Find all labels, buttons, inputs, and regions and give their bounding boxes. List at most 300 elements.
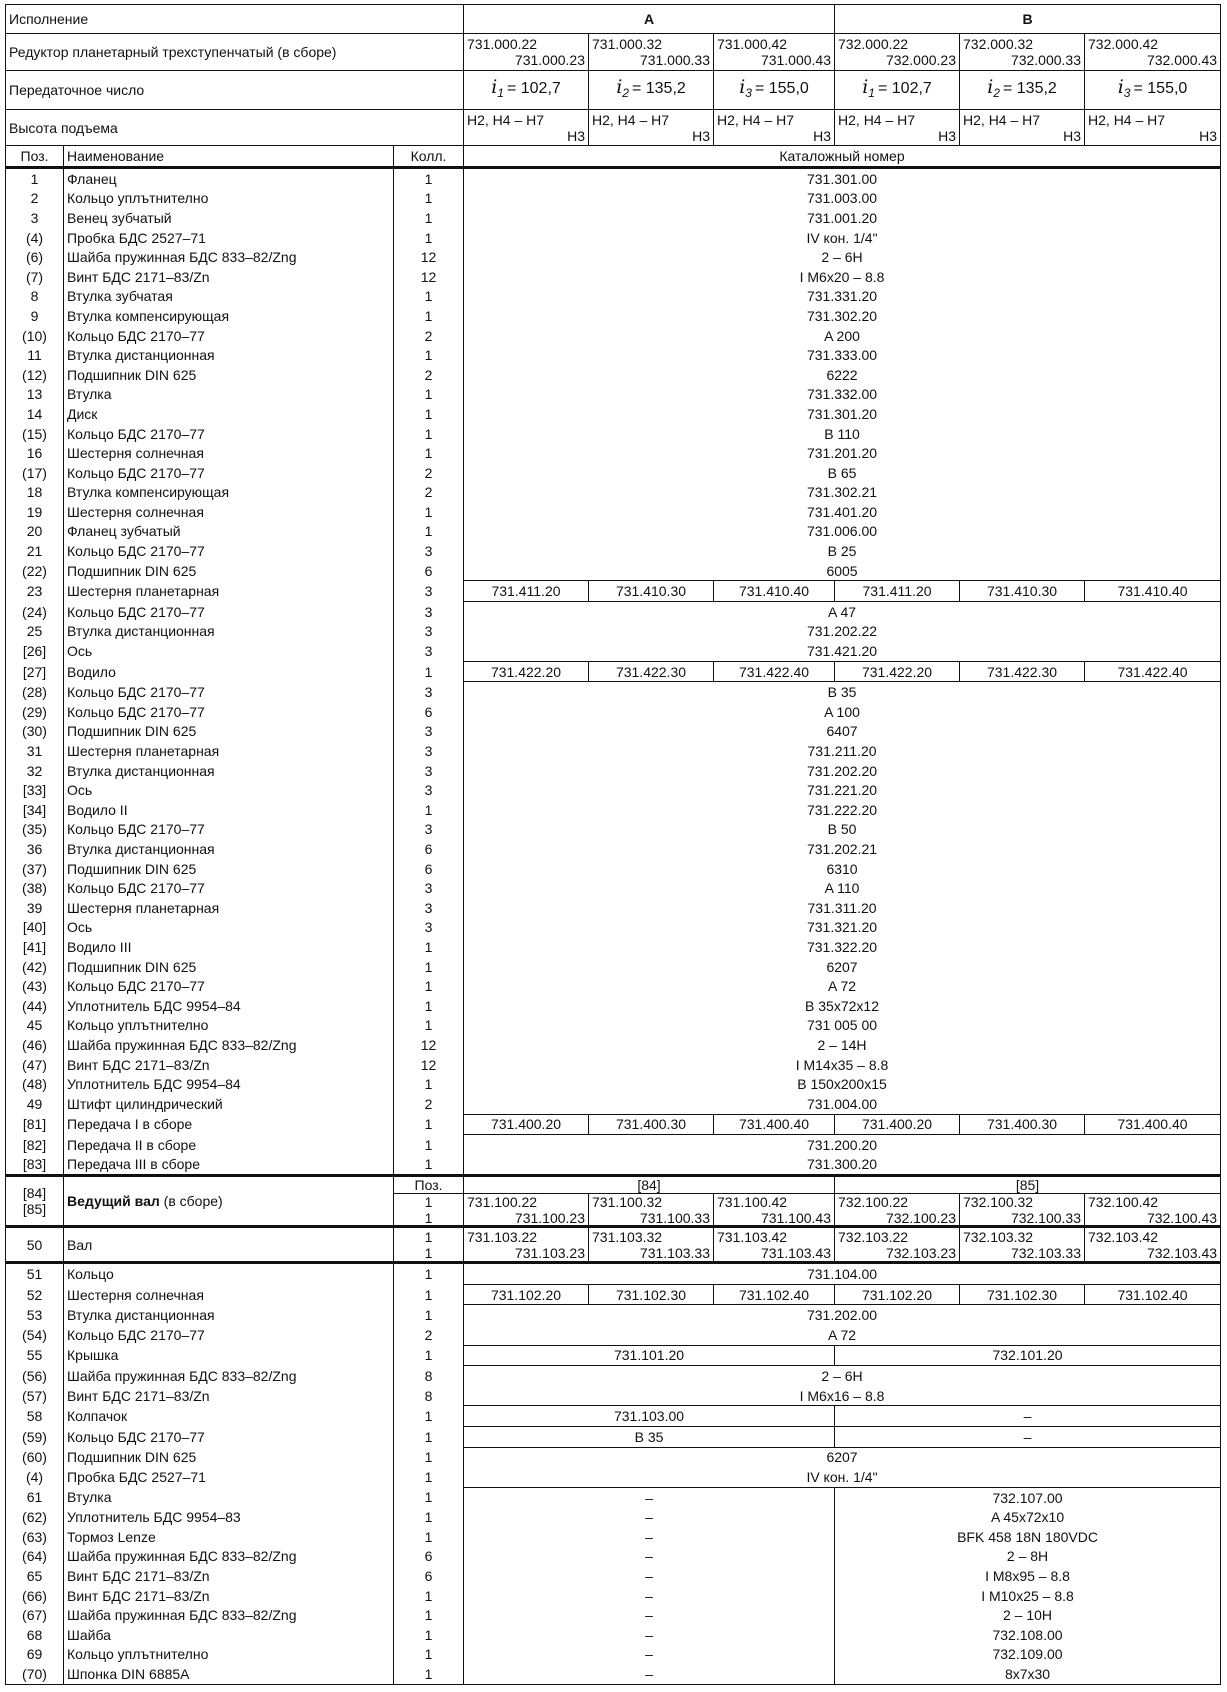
part-position: [27]: [6, 661, 64, 682]
catalog-number-3: 731.410.40: [714, 581, 835, 602]
part-position: (56): [6, 1366, 64, 1386]
gear-ratio-4: [835, 71, 960, 110]
catalog-number: I M14x35 – 8.8: [464, 1055, 1221, 1075]
reducer-label: Редуктор планетарный трехступенчатый (в сборе): [6, 34, 464, 71]
shaft-number-3: [714, 1227, 835, 1263]
number-line-1: 732.000.32: [963, 36, 1034, 52]
part-quantity: 1: [394, 404, 464, 424]
part-position: (44): [6, 996, 64, 1016]
ratio-index: 1: [497, 86, 504, 101]
table-row: [6, 800, 1221, 820]
part-position: (17): [6, 463, 64, 483]
shaft-number-1: [464, 1227, 589, 1263]
catalog-number-2: 731.102.30: [589, 1284, 714, 1305]
part-position: (24): [6, 602, 64, 622]
table-row: [6, 483, 1221, 503]
part-name: Кольцо: [64, 1263, 394, 1285]
part-name: Втулка: [64, 385, 394, 405]
number-line-1: 731.000.32: [592, 36, 663, 52]
table-row: [6, 1625, 1221, 1645]
catalog-number: 6310: [464, 859, 1221, 879]
part-position: (7): [6, 267, 64, 287]
part-name: Уплотнитель БДС 9954–84: [64, 1074, 394, 1094]
part-name: Шайба пружинная БДС 833–82/Zng: [64, 1366, 394, 1386]
table-row: [6, 859, 1221, 879]
part-position: (43): [6, 976, 64, 996]
catalog-number-1: 731.422.20: [464, 661, 589, 682]
catalog-number: 731.222.20: [464, 800, 1221, 820]
table-row: [6, 424, 1221, 444]
table-row: [6, 581, 1221, 602]
part-quantity: 1: [394, 1487, 464, 1507]
part-quantity: 6: [394, 702, 464, 722]
reducer-number-1: [464, 34, 589, 71]
part-name: Фланец зубчатый: [64, 522, 394, 542]
catalog-number-5: 731.400.30: [960, 1114, 1085, 1135]
part-position: 8: [6, 287, 64, 307]
part-position: 68: [6, 1625, 64, 1645]
catalog-number: 731.202.22: [464, 622, 1221, 642]
part-name: Винт БДС 2171–83/Zn: [64, 1566, 394, 1586]
part-name: Водило: [64, 661, 394, 682]
part-name: Втулка дистанционная: [64, 761, 394, 781]
table-row: [6, 641, 1221, 661]
table-row: [6, 1074, 1221, 1094]
part-position: 69: [6, 1645, 64, 1665]
part-quantity: 3: [394, 682, 464, 702]
part-quantity: 1: [394, 1305, 464, 1325]
part-position: [26]: [6, 641, 64, 661]
number-line-1: 732.100.22: [838, 1194, 909, 1211]
table-row: [6, 820, 1221, 840]
number-line-1: 732.100.42: [1088, 1194, 1159, 1211]
ratio-index: 2: [993, 86, 1000, 101]
table-row: [6, 878, 1221, 898]
gear-ratio-5: [960, 71, 1085, 110]
part-position: 16: [6, 443, 64, 463]
catalog-number-group-a: –: [464, 1566, 835, 1586]
catalog-number: 731.104.00: [464, 1263, 1221, 1285]
number-line-2: 731.000.33: [639, 52, 710, 68]
catalog-number-group-b: I M8x95 – 8.8: [835, 1566, 1221, 1586]
part-position: (12): [6, 365, 64, 385]
part-position: 58: [6, 1406, 64, 1427]
catalog-number-2: 731.422.30: [589, 661, 714, 682]
catalog-number: B 50: [464, 820, 1221, 840]
part-quantity: 1: [394, 1345, 464, 1366]
part-quantity: 6: [394, 1566, 464, 1586]
catalog-number: A 47: [464, 602, 1221, 622]
part-quantity: 1: [394, 228, 464, 248]
number-line-2: 731.100.33: [639, 1210, 710, 1227]
number-line-1: 731.100.32: [592, 1194, 663, 1211]
shaft-number-6: [1085, 1194, 1221, 1227]
part-name: Шестерня солнечная: [64, 502, 394, 522]
number-line-2: 732.103.23: [885, 1244, 957, 1261]
lift-height-4: [835, 110, 960, 146]
part-name: Втулка дистанционная: [64, 345, 394, 365]
part-quantity: 2: [394, 483, 464, 503]
part-quantity: 1: [394, 1427, 464, 1448]
part-position: (29): [6, 702, 64, 722]
part-name: Подшипник DIN 625: [64, 365, 394, 385]
height-line-1: H2, H4 – H7: [963, 111, 1041, 128]
part-position: 23: [6, 581, 64, 602]
table-row: [6, 918, 1221, 938]
table-row: [6, 404, 1221, 424]
part-name: Передача II в сборе: [64, 1135, 394, 1155]
lift-height-3: [714, 110, 835, 146]
parts-table: [5, 4, 1221, 1685]
part-name: Втулка: [64, 1487, 394, 1507]
catalog-number: 731.004.00: [464, 1094, 1221, 1114]
part-name: Кольцо БДС 2170–77: [64, 326, 394, 346]
part-quantity: 1: [394, 1114, 464, 1135]
table-row: [6, 326, 1221, 346]
number-line-2: 732.000.43: [1146, 52, 1218, 68]
part-name: Винт БДС 2171–83/Zn: [64, 1386, 394, 1406]
part-quantity: 12: [394, 1055, 464, 1075]
part-quantity: 1: [394, 1645, 464, 1665]
part-position: 1: [6, 168, 64, 189]
sub-position-label: Поз.: [394, 1176, 464, 1194]
part-quantity: 1: [394, 996, 464, 1016]
catalog-number-group-a: –: [464, 1664, 835, 1684]
part-name: Вал: [64, 1227, 394, 1263]
catalog-number-group-a: 731.101.20: [464, 1345, 835, 1366]
table-row: [6, 1366, 1221, 1386]
shaft-ref-b: [85]: [835, 1176, 1221, 1194]
part-position: 9: [6, 306, 64, 326]
number-line-2: 732.100.23: [885, 1210, 957, 1227]
catalog-number-group-b: 8x7x30: [835, 1664, 1221, 1684]
part-position: (62): [6, 1507, 64, 1527]
part-position: 3: [6, 208, 64, 228]
table-row: [6, 541, 1221, 561]
part-name: Подшипник DIN 625: [64, 859, 394, 879]
part-quantity: 3: [394, 541, 464, 561]
catalog-number-4: 731.102.20: [835, 1284, 960, 1305]
part-position: 11: [6, 345, 64, 365]
part-quantity: 1: [394, 306, 464, 326]
ratio-symbol: i: [491, 75, 498, 98]
part-name: Шайба: [64, 1625, 394, 1645]
number-line-2: 731.000.43: [760, 52, 832, 68]
number-line-2: 732.103.33: [1010, 1244, 1082, 1261]
part-name: Кольцо БДС 2170–77: [64, 424, 394, 444]
part-quantity: 12: [394, 1035, 464, 1055]
part-position: 32: [6, 761, 64, 781]
shaft-name-bold: Ведущий вал: [67, 1193, 160, 1210]
part-name: Втулка компенсирующая: [64, 306, 394, 326]
part-quantity: 3: [394, 898, 464, 918]
catalog-number-6: 731.102.40: [1085, 1284, 1221, 1305]
part-name: Шайба пружинная БДС 833–82/Zng: [64, 247, 394, 267]
part-name: Ось: [64, 918, 394, 938]
part-quantity: 1: [394, 189, 464, 209]
table-row: [6, 996, 1221, 1016]
part-quantity: 1: [394, 800, 464, 820]
number-line-1: 732.100.32: [963, 1194, 1034, 1211]
number-line-2: 731.100.43: [760, 1210, 832, 1227]
catalog-number: 2 – 14H: [464, 1035, 1221, 1055]
height-line-2: H3: [1199, 127, 1218, 144]
shaft-number-6: [1085, 1227, 1221, 1263]
catalog-number-6: 731.400.40: [1085, 1114, 1221, 1135]
table-row: [6, 1386, 1221, 1406]
part-quantity: 1: [394, 345, 464, 365]
part-position: (4): [6, 228, 64, 248]
catalog-number-group-b: 2 – 8H: [835, 1547, 1221, 1567]
ratio-symbol: i: [739, 75, 746, 98]
table-row: [6, 1135, 1221, 1155]
part-quantity: 1: [394, 937, 464, 957]
lift-height-5: [960, 110, 1085, 146]
catalog-number: 731.001.20: [464, 208, 1221, 228]
part-name: Кольцо БДС 2170–77: [64, 1427, 394, 1448]
table-row: [6, 741, 1221, 761]
part-name: Шестерня солнечная: [64, 443, 394, 463]
part-quantity: 2: [394, 463, 464, 483]
ratio-symbol: i: [616, 75, 623, 98]
number-line-1: 732.103.32: [963, 1228, 1034, 1245]
part-position: 39: [6, 898, 64, 918]
catalog-number: 731.321.20: [464, 918, 1221, 938]
part-quantity: 3: [394, 581, 464, 602]
catalog-number-6: 731.410.40: [1085, 581, 1221, 602]
catalog-number: 6207: [464, 1447, 1221, 1467]
part-position: [83]: [6, 1155, 64, 1176]
height-line-1: H2, H4 – H7: [717, 111, 795, 128]
part-position: (30): [6, 722, 64, 742]
part-name: Кольцо БДС 2170–77: [64, 976, 394, 996]
part-position: (63): [6, 1527, 64, 1547]
shaft-position: [6, 1176, 64, 1227]
catalog-number-4: 731.422.20: [835, 661, 960, 682]
table-row: [6, 287, 1221, 307]
table-row: [6, 1664, 1221, 1684]
part-quantity: 1: [394, 1263, 464, 1285]
number-line-2: 731.100.23: [514, 1210, 585, 1227]
table-row: [6, 839, 1221, 859]
part-position: 45: [6, 1016, 64, 1036]
part-name: Подшипник DIN 625: [64, 957, 394, 977]
part-position: 13: [6, 385, 64, 405]
height-line-2: H3: [813, 127, 832, 144]
number-line-2: 731.000.23: [514, 52, 585, 68]
table-row: [6, 1016, 1221, 1036]
ratio-symbol: i: [987, 75, 994, 98]
part-position: 25: [6, 622, 64, 642]
part-name: Крышка: [64, 1345, 394, 1366]
part-name: Подшипник DIN 625: [64, 722, 394, 742]
part-name: Кольцо БДС 2170–77: [64, 541, 394, 561]
table-row: [6, 898, 1221, 918]
number-line-2: 732.000.23: [885, 52, 957, 68]
table-row: [6, 1645, 1221, 1665]
shaft-number-3: [714, 1194, 835, 1227]
part-position: (64): [6, 1547, 64, 1567]
part-name: Кольцо БДС 2170–77: [64, 820, 394, 840]
part-quantity: [394, 1227, 464, 1263]
table-row: [6, 385, 1221, 405]
table-row: [6, 522, 1221, 542]
part-name: Винт БДС 2171–83/Zn: [64, 267, 394, 287]
part-name: Втулка зубчатая: [64, 287, 394, 307]
part-position: 31: [6, 741, 64, 761]
height-line-2: H3: [567, 127, 585, 144]
catalog-number-1: 731.400.20: [464, 1114, 589, 1135]
catalog-number: 6005: [464, 561, 1221, 581]
catalog-number: 6222: [464, 365, 1221, 385]
part-quantity: 1: [394, 168, 464, 189]
part-position: (15): [6, 424, 64, 444]
part-name: Передача III в сборе: [64, 1155, 394, 1176]
catalog-number: 731.332.00: [464, 385, 1221, 405]
table-row: [6, 502, 1221, 522]
number-line-1: 732.000.22: [838, 36, 909, 52]
catalog-number: A 110: [464, 878, 1221, 898]
reducer-number-5: [960, 34, 1085, 71]
part-name: Венец зубчатый: [64, 208, 394, 228]
part-quantity: 3: [394, 622, 464, 642]
part-quantity: 6: [394, 859, 464, 879]
table-row: [6, 1035, 1221, 1055]
catalog-number: B 35x72x12: [464, 996, 1221, 1016]
table-row: [6, 937, 1221, 957]
part-position: [82]: [6, 1135, 64, 1155]
part-quantity: 3: [394, 602, 464, 622]
catalog-number: A 100: [464, 702, 1221, 722]
part-name: Ось: [64, 641, 394, 661]
reducer-number-4: [835, 34, 960, 71]
number-line-1: 731.103.32: [592, 1228, 663, 1245]
catalog-number-group-a: –: [464, 1586, 835, 1606]
height-line-1: H2, H4 – H7: [592, 111, 670, 128]
shaft-number-5: [960, 1227, 1085, 1263]
catalog-number-4: 731.411.20: [835, 581, 960, 602]
part-name: Фланец: [64, 168, 394, 189]
catalog-number-group-b: –: [835, 1427, 1221, 1448]
shaft-assembly-row: [6, 1176, 1221, 1194]
ratio-index: 3: [1123, 86, 1131, 101]
table-row: [6, 702, 1221, 722]
part-quantity: 1: [394, 1605, 464, 1625]
shaft-number-4: [835, 1227, 960, 1263]
table-row: [6, 1605, 1221, 1625]
table-row: [6, 1345, 1221, 1366]
qty-line-1: 1: [424, 1228, 433, 1245]
catalog-number-group-b: 732.101.20: [835, 1345, 1221, 1366]
col-pos-header: Поз.: [6, 146, 64, 168]
part-quantity: 12: [394, 267, 464, 287]
catalog-number: A 200: [464, 326, 1221, 346]
part-position: 50: [6, 1227, 64, 1263]
catalog-number-1: 731.102.20: [464, 1284, 589, 1305]
part-name: Кольцо БДС 2170–77: [64, 702, 394, 722]
lift-height-6: [1085, 110, 1221, 146]
part-position: (4): [6, 1467, 64, 1487]
part-name: Передача I в сборе: [64, 1114, 394, 1135]
shaft-number-5: [960, 1194, 1085, 1227]
part-position: 49: [6, 1094, 64, 1114]
part-position: 53: [6, 1305, 64, 1325]
part-quantity: 1: [394, 443, 464, 463]
number-line-2: 731.103.33: [639, 1244, 710, 1261]
table-row: [6, 247, 1221, 267]
catalog-number-2: 731.400.30: [589, 1114, 714, 1135]
part-position: 61: [6, 1487, 64, 1507]
catalog-number: 731.302.21: [464, 483, 1221, 503]
height-line-1: H2, H4 – H7: [838, 111, 916, 128]
part-position: 14: [6, 404, 64, 424]
catalog-number: 731.333.00: [464, 345, 1221, 365]
catalog-number: 731.003.00: [464, 189, 1221, 209]
parts-catalog-sheet: [5, 4, 1220, 1685]
part-quantity: 1: [394, 1507, 464, 1527]
part-quantity: 1: [394, 1284, 464, 1305]
catalog-number-group-b: BFK 458 18N 180VDC: [835, 1527, 1221, 1547]
part-position: (37): [6, 859, 64, 879]
part-position: (22): [6, 561, 64, 581]
part-quantity: 1: [394, 1586, 464, 1606]
part-name: Диск: [64, 404, 394, 424]
part-position: 20: [6, 522, 64, 542]
height-line-1: H2, H4 – H7: [467, 111, 545, 128]
table-row: [6, 561, 1221, 581]
part-quantity: 1: [394, 208, 464, 228]
part-quantity: 2: [394, 1094, 464, 1114]
part-name: Шестерня планетарная: [64, 741, 394, 761]
shaft-ref-a: [84]: [464, 1176, 835, 1194]
part-position: 52: [6, 1284, 64, 1305]
catalog-number-5: 731.102.30: [960, 1284, 1085, 1305]
table-row: [6, 602, 1221, 622]
shaft-name: [64, 1176, 394, 1227]
catalog-number: 731.202.00: [464, 1305, 1221, 1325]
part-position: (48): [6, 1074, 64, 1094]
catalog-number: B 65: [464, 463, 1221, 483]
qty-line-1: 1: [424, 1194, 433, 1211]
catalog-number-5: 731.422.30: [960, 661, 1085, 682]
part-quantity: 1: [394, 1527, 464, 1547]
table-row: [6, 761, 1221, 781]
catalog-number: A 72: [464, 976, 1221, 996]
catalog-number: 731.301.20: [464, 404, 1221, 424]
part-name: Кольцо БДС 2170–77: [64, 1325, 394, 1345]
table-row: [6, 443, 1221, 463]
shaft-number-4: [835, 1194, 960, 1227]
ratio-symbol: i: [862, 75, 869, 98]
number-line-2: 732.100.43: [1146, 1210, 1218, 1227]
table-row: [6, 661, 1221, 682]
part-quantity: 2: [394, 365, 464, 385]
table-row: [6, 1114, 1221, 1135]
catalog-number: 731.300.20: [464, 1155, 1221, 1176]
catalog-number-group-a: –: [464, 1605, 835, 1625]
reducer-number-2: [589, 34, 714, 71]
ratio-value: = 102,7: [506, 79, 561, 97]
part-position: (57): [6, 1386, 64, 1406]
part-quantity: 1: [394, 1664, 464, 1684]
table-row: [6, 228, 1221, 248]
part-position: [41]: [6, 937, 64, 957]
catalog-number-group-a: –: [464, 1487, 835, 1507]
part-name: Уплотнитель БДС 9954–84: [64, 996, 394, 1016]
catalog-number: 731.211.20: [464, 741, 1221, 761]
part-position: (70): [6, 1664, 64, 1684]
part-name: Втулка дистанционная: [64, 1305, 394, 1325]
